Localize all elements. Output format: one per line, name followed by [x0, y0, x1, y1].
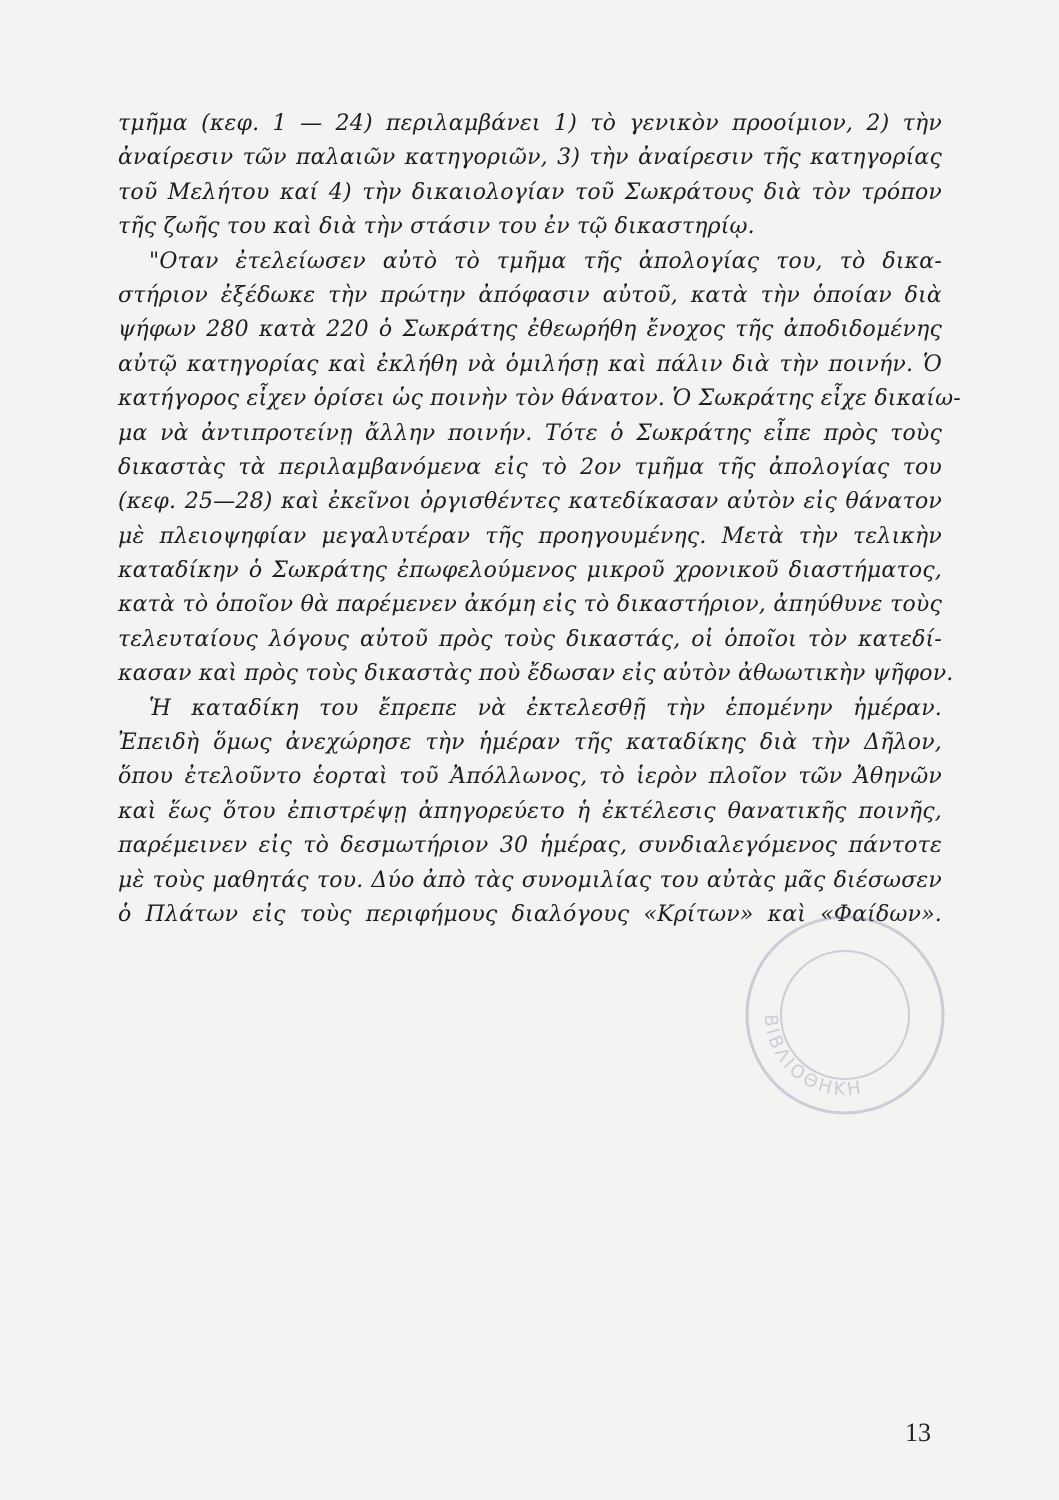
text-line: τοῦ Μελήτου καί 4) τὴν δικαιολογίαν τοῦ Σωκράτους διὰ τὸν τρόπον: [118, 179, 942, 205]
text-line: καταδίκην ὁ Σωκράτης ἐπωφελούμενος μικροῦ χρονικοῦ διαστήματος,: [118, 558, 942, 584]
text-line: κατὰ τὸ ὁποῖον θὰ παρέμενεν ἀκόμη εἰς τὸ δικαστήριον, ἀπηύθυνε τοὺς: [118, 592, 942, 618]
text-line: αὐτῷ κατηγορίας καὶ ἐκλήθη νὰ ὁμιλήσῃ καὶ πάλιν διὰ τὴν ποινήν. Ὁ: [118, 351, 942, 377]
text-line: ὅπου ἐτελοῦντο ἑορταὶ τοῦ Ἀπόλλωνος, τὸ ἱερὸν πλοῖον τῶν Ἀθηνῶν: [118, 764, 942, 790]
text-line: δικαστὰς τὰ περιλαμβανόμενα εἰς τὸ 2ον τμῆμα τῆς ἀπολογίας του: [118, 454, 942, 480]
stamp-text: ΒΙΒΛΙΟΘΗΚΗ: [759, 1013, 865, 1101]
svg-text:ΒΙΒΛΙΟΘΗΚΗ: [760, 1013, 865, 1100]
text-line: μὲ πλειοψηφίαν μεγαλυτέραν τῆς προηγουμένης. Μετὰ τὴν τελικὴν: [118, 523, 942, 549]
text-line: παρέμεινεν εἰς τὸ δεσμωτήριον 30 ἡμέρας, συνδιαλεγόμενος πάντοτε: [118, 833, 942, 859]
text-line: κατήγορος εἶχεν ὁρίσει ὡς ποινὴν τὸν θάνατον. Ὁ Σωκράτης εἶχε δικαίω-: [118, 386, 961, 412]
text-line: κασαν καὶ πρὸς τοὺς δικαστὰς ποὺ ἔδωσαν εἰς αὐτὸν ἀθωωτικὴν ψῆφον.: [118, 661, 954, 687]
page-number: 13: [905, 1418, 931, 1447]
text-line: Ἐπειδὴ ὅμως ἀνεχώρησε τὴν ἡμέραν τῆς καταδίκης διὰ τὴν Δῆλον,: [118, 730, 942, 756]
text-line: τῆς ζωῆς του καὶ διὰ τὴν στάσιν του ἐν τῷ δικαστηρίῳ.: [118, 214, 755, 240]
text-line: τμῆμα (κεφ. 1 — 24) περιλαμβάνει 1) τὸ γενικὸν προοίμιον, 2) τὴν: [118, 111, 942, 136]
library-stamp: [740, 910, 950, 1120]
text-line: καὶ ἕως ὅτου ἐπιστρέψῃ ἀπηγορεύετο ἡ ἐκτέλεσις θανατικῆς ποινῆς,: [118, 798, 942, 824]
text-line: Ἡ καταδίκη του ἔπρεπε νὰ ἐκτελεσθῇ τὴν ἑπομένην ἡμέραν.: [149, 695, 942, 721]
text-line: τελευταίους λόγους αὐτοῦ πρὸς τοὺς δικαστάς, οἱ ὁποῖοι τὸν κατεδί-: [118, 626, 942, 652]
text-line: "Οταν ἐτελείωσεν αὐτὸ τὸ τμῆμα τῆς ἀπολογίας του, τὸ δικα-: [149, 248, 942, 274]
text-line: μὲ τοὺς μαθητάς του. Δύο ἀπὸ τὰς συνομιλίας του αὐτὰς μᾶς διέσωσεν: [118, 867, 942, 893]
body-text: [118, 107, 961, 932]
text-line: ὁ Πλάτων εἰς τοὺς περιφήμους διαλόγους «Κρίτων» καὶ «Φαίδων».: [118, 901, 942, 927]
text-line: ψήφων 280 κατὰ 220 ὁ Σωκράτης ἐθεωρήθη ἔνοχος τῆς ἀποδιδομένης: [118, 317, 942, 343]
text-line: (κεφ. 25—28) καὶ ἐκεῖνοι ὀργισθέντες κατεδίκασαν αὐτὸν εἰς θάνατον: [118, 489, 942, 515]
text-line: στήριον ἐξέδωκε τὴν πρώτην ἀπόφασιν αὐτοῦ, κατὰ τὴν ὁποίαν διὰ: [118, 282, 942, 308]
text-line: ἀναίρεσιν τῶν παλαιῶν κατηγοριῶν, 3) τὴν ἀναίρεσιν τῆς κατηγορίας: [118, 145, 942, 171]
text-line: μα νὰ ἀντιπροτείνῃ ἄλλην ποινήν. Τότε ὁ Σωκράτης εἶπε πρὸς τοὺς: [118, 420, 942, 446]
